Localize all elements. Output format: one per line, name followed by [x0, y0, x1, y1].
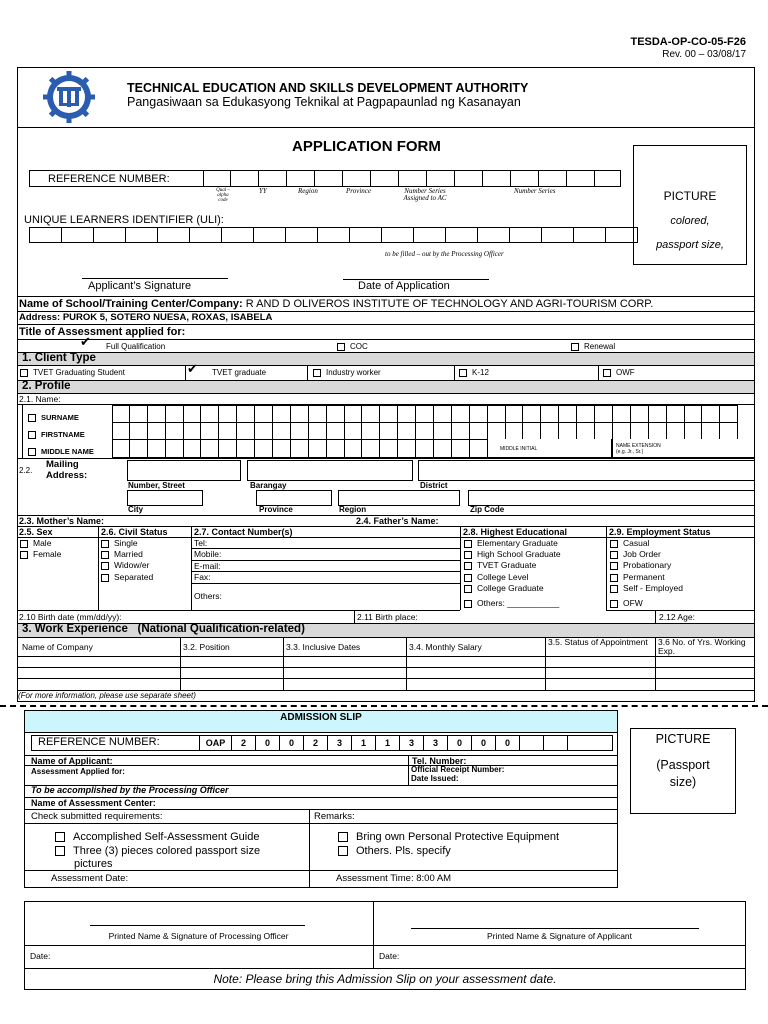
middlename-label: MIDDLE NAME — [41, 447, 94, 456]
emp-casual-option[interactable]: Casual — [610, 539, 649, 548]
more-info-note: (For more information, please use separate sheet) — [18, 691, 196, 700]
assess-coc-option[interactable]: COC — [337, 343, 368, 351]
province-label: Province — [259, 505, 293, 514]
ref-digit: 3 — [399, 735, 423, 751]
req-self-assessment[interactable]: Accomplished Self-Assessment Guide — [55, 832, 259, 843]
mothers-name-label: 2.3. Mother’s Name: — [19, 516, 105, 526]
contact-fax: Fax: — [194, 572, 211, 582]
col-company: Name of Company — [22, 642, 93, 652]
checkbox-icon — [464, 585, 472, 593]
firstname-field[interactable] — [112, 422, 738, 440]
full-qualification-check-icon: ✔ — [80, 334, 91, 349]
slip-or-number: Official Receipt Number: — [411, 765, 505, 774]
checkbox-icon — [28, 414, 36, 422]
ref-digit: 0 — [447, 735, 471, 751]
checkbox-icon — [459, 369, 467, 377]
uli-label: UNIQUE LEARNERS IDENTIFIER (ULI): — [24, 214, 224, 226]
checkbox-icon — [338, 846, 348, 856]
checkbox-icon — [20, 369, 28, 377]
address-row — [19, 313, 272, 323]
fathers-name-label: 2.4. Father’s Name: — [356, 516, 439, 526]
req-others[interactable]: Others. Pls. specify — [338, 846, 451, 857]
section-profile: 2. Profile — [22, 380, 71, 392]
contact-others: Others: — [194, 591, 222, 601]
emp-job-order-option[interactable]: Job Order — [610, 550, 661, 559]
barangay-label: Barangay — [250, 481, 287, 490]
req-ppe[interactable]: Bring own Personal Protective Equipment — [338, 832, 559, 843]
contact-numbers-label: 2.7. Contact Number(s) — [194, 527, 293, 537]
applicant-signature-label: Applicant’s Signature — [88, 280, 192, 292]
educ-college-graduate-option[interactable]: College Graduate — [464, 584, 544, 593]
checkbox-icon — [610, 585, 618, 593]
ref-sub-qual: Qual – alpha code — [216, 188, 230, 203]
checkbox-icon — [28, 431, 36, 439]
ref-digit: 0 — [495, 735, 519, 751]
slip-picture-label: PICTURE — [655, 732, 711, 746]
city-label: City — [128, 505, 144, 514]
ref-sub-region: Region — [298, 187, 318, 195]
checkbox-icon — [338, 832, 348, 842]
slip-tel-number: Tel. Number: — [412, 756, 467, 766]
emp-ofw-option[interactable]: OFW — [610, 599, 643, 608]
middle-initial-label: MIDDLE INITIAL — [500, 446, 538, 452]
ref-digit: 0 — [255, 735, 279, 751]
name-extension-example: (e.g. Jr., Sr.) — [616, 449, 644, 455]
region-label: Region — [339, 505, 367, 514]
province-field[interactable] — [256, 490, 332, 506]
employment-status-label: 2.9. Employment Status — [609, 527, 711, 537]
date-officer: Date: — [30, 951, 51, 961]
address-label: Address: — [19, 312, 61, 323]
checkbox-icon — [313, 369, 321, 377]
checkbox-icon — [464, 551, 472, 559]
sig-applicant: Printed Name & Signature of Applicant — [486, 931, 633, 941]
checkbox-icon — [20, 551, 28, 559]
school-row — [19, 299, 653, 310]
tesda-logo-icon — [40, 70, 98, 124]
agency-name: TECHNICAL EDUCATION AND SKILLS DEVELOPMENT AUTHORITY — [127, 81, 529, 95]
form-title: APPLICATION FORM — [292, 138, 441, 155]
slip-remarks: Remarks: — [314, 811, 355, 822]
civil-single-option[interactable]: Single — [101, 539, 138, 548]
street-field[interactable] — [127, 460, 241, 481]
section-work-experience: 3. Work Experience (National Qualification-related) — [22, 623, 305, 635]
highest-educational-label: 2.8. Highest Educational — [463, 527, 568, 537]
emp-permanent-option[interactable]: Permanent — [610, 573, 665, 582]
sex-male-option[interactable]: Male — [20, 539, 51, 548]
ref-digit: 0 — [471, 735, 495, 751]
checkbox-icon — [610, 551, 618, 559]
ref-sub-series-ac: Number Series Assigned to AC — [403, 187, 447, 202]
emp-probationary-option[interactable]: Probationary — [610, 561, 671, 570]
assess-renewal-option[interactable]: Renewal — [571, 343, 615, 351]
school-value: R AND D OLIVEROS INSTITUTE OF TECHNOLOGY AND AGRI-TOURISM CORP. — [245, 298, 654, 310]
picture-note-2: passport size, — [656, 239, 724, 251]
middlename-field[interactable] — [112, 439, 488, 458]
checkbox-icon — [571, 343, 579, 351]
col-status-appointment: 3.5. Status of Appointment — [548, 637, 648, 647]
educ-elementary-option[interactable]: Elementary Graduate — [464, 539, 558, 548]
ref-digit: 1 — [351, 735, 375, 751]
client-graduating-student[interactable]: TVET Graduating Student — [20, 369, 125, 377]
surname-field[interactable] — [112, 405, 738, 423]
contact-tel: Tel: — [194, 538, 208, 548]
surname-label: SURNAME — [41, 413, 79, 422]
educ-college-level-option[interactable]: College Level — [464, 573, 529, 582]
mailing-address-label: Mailing Address: — [46, 459, 88, 481]
slip-assessment-center: Name of Assessment Center: — [31, 798, 156, 808]
firstname-label: FIRSTNAME — [41, 430, 85, 439]
ref-digit: OAP — [199, 735, 231, 751]
section-client-type: 1. Client Type — [22, 352, 96, 364]
street-label: Number, Street — [128, 481, 185, 490]
contact-email: E-mail: — [194, 561, 221, 571]
uli-field[interactable] — [29, 227, 638, 243]
checkbox-icon — [610, 600, 618, 608]
checkbox-icon — [610, 574, 618, 582]
zip-label: Zip Code — [470, 505, 505, 514]
district-label: District — [420, 481, 448, 490]
slip-name-applicant: Name of Applicant: — [31, 756, 113, 766]
civil-status-label: 2.6. Civil Status — [101, 527, 168, 537]
client-k12[interactable]: K-12 — [459, 369, 489, 377]
school-label: Name of School/Training Center/Company: — [19, 298, 243, 310]
ref-sub-yy: YY — [259, 187, 267, 195]
checkbox-icon — [464, 562, 472, 570]
to-be-filled-note: to be filled – out by the Processing Officer — [385, 250, 504, 258]
age-label: 2.12 Age: — [659, 612, 695, 622]
ref-digit: 3 — [423, 735, 447, 751]
address-value: PUROK 5, SOTERO NUESA, ROXAS, ISABELA — [62, 312, 273, 323]
checkbox-icon — [603, 369, 611, 377]
emp-self-employed-option[interactable]: Self - Employed — [610, 584, 683, 593]
name-label: 2.1. Name: — [19, 394, 61, 404]
admission-slip-title: ADMISSION SLIP — [280, 712, 362, 723]
checkbox-icon — [101, 540, 109, 548]
checkbox-icon — [101, 562, 109, 570]
checkbox-icon — [464, 574, 472, 582]
ref-digit: 0 — [279, 735, 303, 751]
slip-reference-label: REFERENCE NUMBER: — [38, 736, 160, 748]
admission-note: Note: Please bring this Admission Slip on your assessment date. — [213, 972, 557, 986]
birth-date-label: 2.10 Birth date (mm/dd/yy): — [19, 612, 122, 622]
district-field[interactable] — [418, 460, 755, 481]
region-field[interactable] — [338, 490, 460, 506]
form-code: TESDA-OP-CO-05-F26 — [630, 36, 746, 48]
req-pictures-cont: pictures — [74, 858, 113, 870]
checkbox-icon — [610, 562, 618, 570]
date-of-application-label: Date of Application — [358, 280, 450, 292]
checkbox-icon — [337, 343, 345, 351]
civil-married-option[interactable]: Married — [101, 550, 143, 559]
ref-digit: 2 — [303, 735, 327, 751]
col-years-experience: 3.6 No. of Yrs. Working Exp. — [658, 637, 746, 657]
checkbox-icon — [20, 540, 28, 548]
sex-label: 2.5. Sex — [19, 527, 53, 537]
assessment-title-label: Title of Assessment applied for: — [19, 326, 186, 338]
ref-digit: 2 — [231, 735, 255, 751]
civil-separated-option[interactable]: Separated — [101, 573, 153, 582]
checkbox-icon — [464, 540, 472, 548]
contact-mobile: Mobile: — [194, 549, 222, 559]
cut-line — [0, 705, 768, 707]
ref-digit: 3 — [327, 735, 351, 751]
picture-label: PICTURE — [663, 189, 717, 203]
ref-sub-series: Number Series — [514, 187, 556, 195]
name-extension-label: NAME EXTENSION — [616, 443, 661, 449]
checkbox-icon — [55, 846, 65, 856]
slip-processing-note: To be accomplished by the Processing Officer — [31, 785, 229, 795]
educ-tvet-option[interactable]: TVET Graduate — [464, 561, 536, 570]
zip-field[interactable] — [468, 490, 755, 506]
checkbox-icon — [610, 540, 618, 548]
slip-assessment-date: Assessment Date: — [51, 873, 129, 884]
sig-processing-officer: Printed Name & Signature of Processing Officer — [108, 931, 289, 941]
slip-assessment-applied: Assessment Applied for: — [31, 767, 125, 776]
educ-highschool-option[interactable]: High School Graduate — [464, 550, 561, 559]
col-inclusive-dates: 3.3. Inclusive Dates — [286, 642, 361, 652]
city-field[interactable] — [127, 490, 203, 506]
assess-full-qualification: Full Qualification — [106, 342, 166, 351]
date-applicant: Date: — [379, 951, 400, 961]
checkbox-icon — [55, 832, 65, 842]
ref-sub-province: Province — [346, 187, 372, 195]
req-passport-pictures[interactable]: Three (3) pieces colored passport size — [55, 846, 260, 857]
sex-female-option[interactable]: Female — [20, 550, 61, 559]
barangay-field[interactable] — [247, 460, 413, 481]
tvet-graduate-check-icon: ✔ — [187, 361, 198, 376]
col-position: 3.2. Position — [183, 642, 230, 652]
client-tvet-graduate: TVET graduate — [212, 368, 267, 377]
agency-name-tagalog: Pangasiwaan sa Edukasyong Teknikal at Pagpapaunlad ng Kasanayan — [127, 95, 521, 109]
slip-picture-note-1: (Passport — [656, 758, 710, 772]
picture-note-1: colored, — [670, 215, 710, 227]
slip-check-requirements: Check submitted requirements: — [31, 811, 163, 822]
slip-assessment-time: Assessment Time: 8:00 AM — [336, 873, 452, 884]
checkbox-icon — [464, 600, 472, 608]
mailing-number: 2.2. — [19, 466, 33, 475]
slip-date-issued: Date Issued: — [411, 774, 459, 783]
checkbox-icon — [101, 574, 109, 582]
birth-place-label: 2.11 Birth place: — [357, 612, 418, 622]
form-revision: Rev. 00 – 03/08/17 — [662, 49, 746, 60]
work-experience-subtitle: (National Qualification-related) — [137, 623, 305, 635]
reference-number-label: REFERENCE NUMBER: — [48, 173, 170, 185]
client-industry-worker[interactable]: Industry worker — [313, 369, 381, 377]
civil-widow-option[interactable]: Widow/er — [101, 561, 149, 570]
checkbox-icon — [28, 448, 36, 456]
educ-others-option[interactable]: Others: ___________ — [464, 599, 559, 608]
col-monthly-salary: 3.4. Monthly Salary — [409, 642, 482, 652]
checkbox-icon — [101, 551, 109, 559]
client-owf[interactable]: OWF — [603, 369, 635, 377]
ref-digit: 1 — [375, 735, 399, 751]
slip-picture-note-2: size) — [669, 775, 697, 789]
